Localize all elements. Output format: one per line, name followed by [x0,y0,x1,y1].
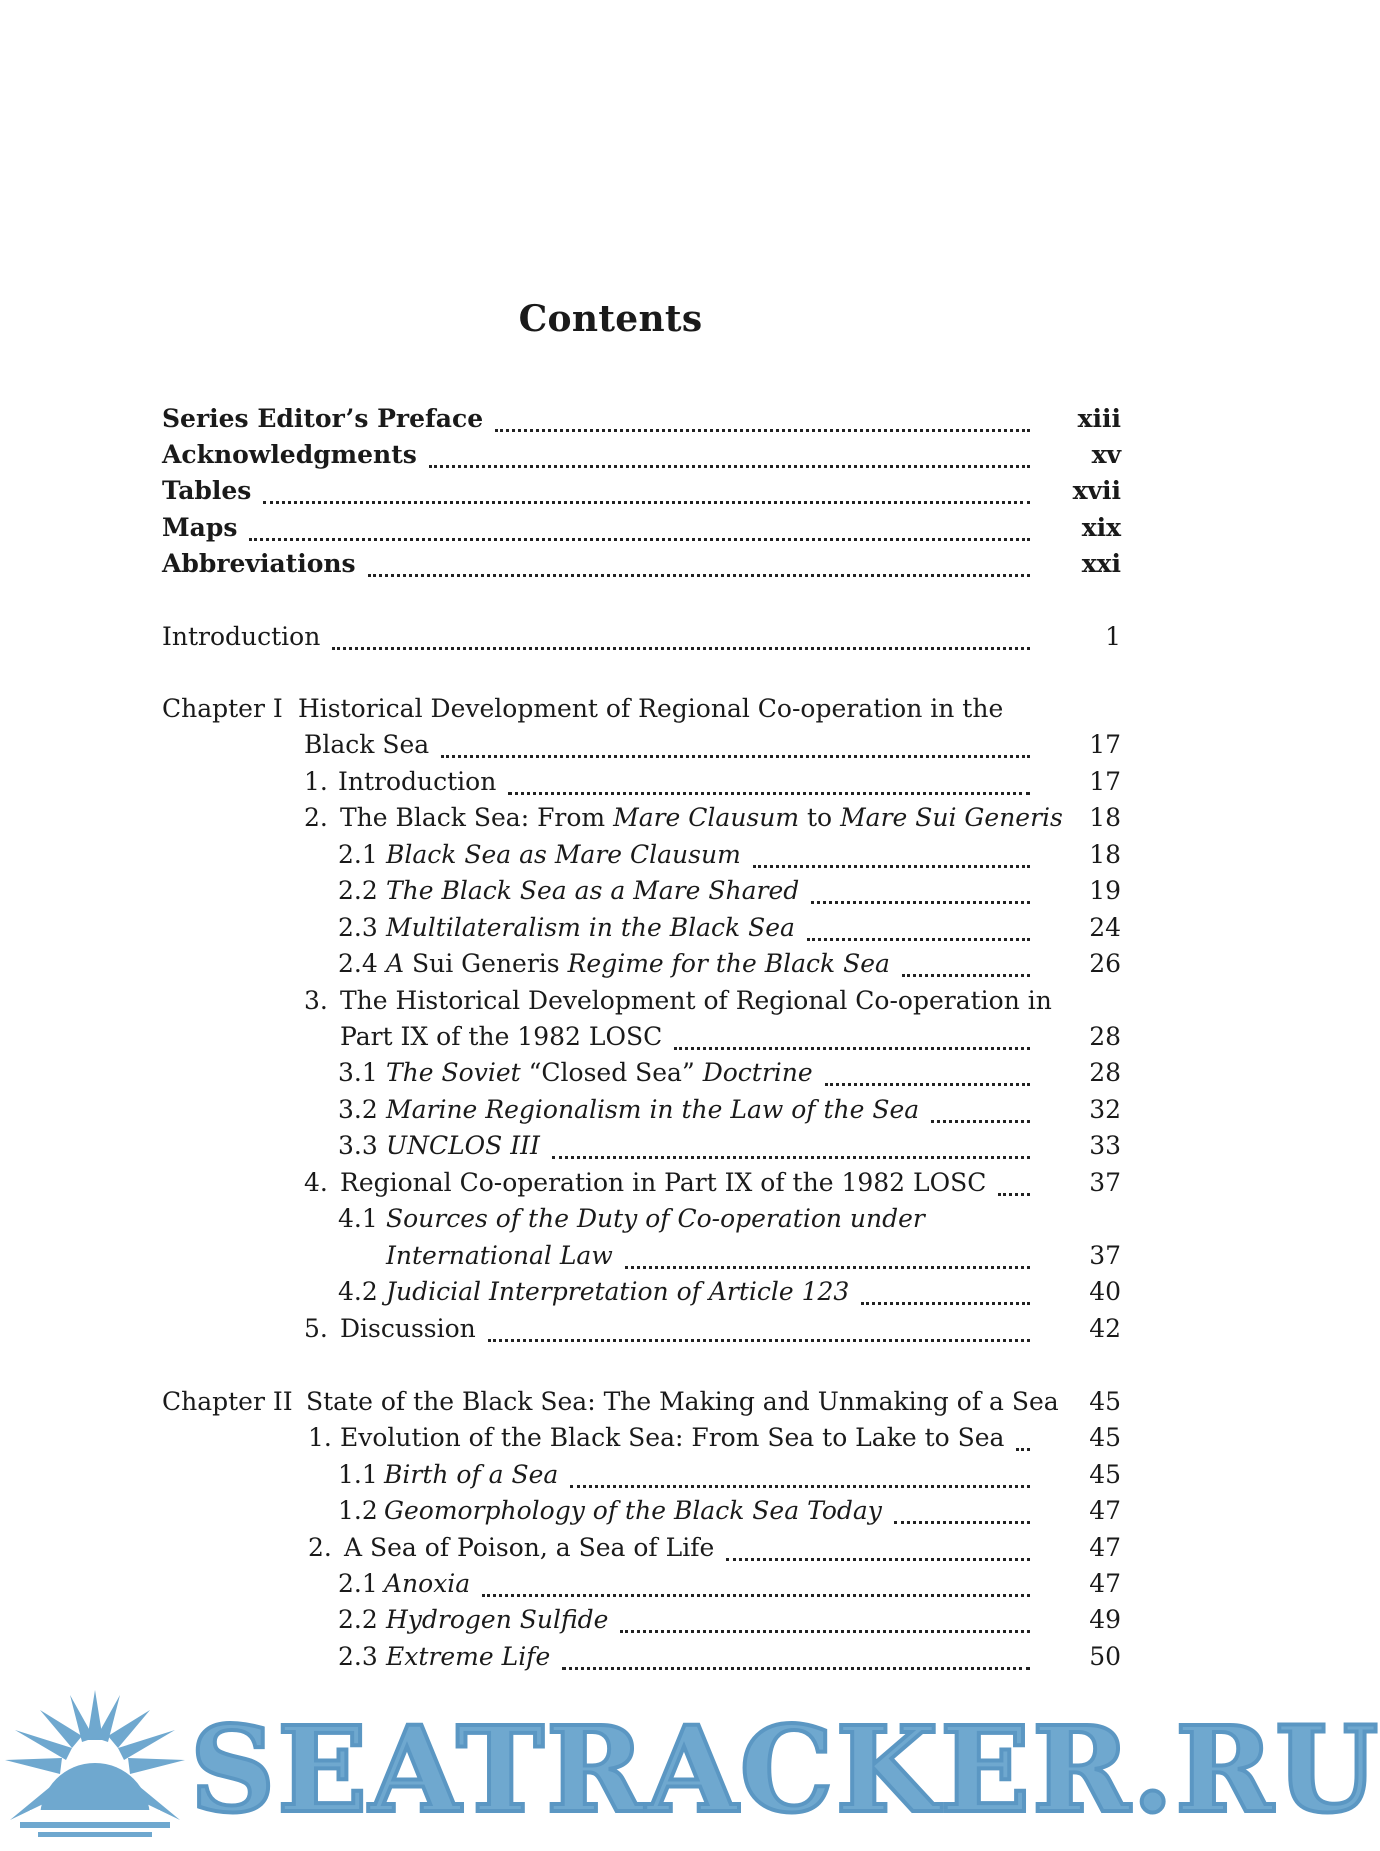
toc-entry-label: Regional Co-operation in Part IX of the 1982 LOSC [340,1168,987,1197]
leader-dots [620,1626,1030,1633]
toc-page-number: 32 [1089,1095,1121,1124]
toc-entry-label: The Soviet “Closed Sea” Doctrine [386,1058,813,1087]
toc-entry-ch1-section-2-4[interactable] [338,947,1042,981]
toc-entry-label: The Black Sea as a Mare Shared [386,876,800,905]
leader-dots [674,1043,1030,1050]
toc-entry-ch1-section-3-3[interactable] [338,1129,1042,1163]
section-number: 4. [304,1168,328,1197]
toc-page-number: 28 [1089,1022,1121,1051]
toc-entry-ch2-section-2-3[interactable] [338,1640,1042,1674]
section-number: 3.1 [338,1058,378,1087]
toc-entry-chapter-2[interactable] [306,1385,1059,1419]
toc-page-number: 37 [1089,1241,1121,1270]
toc-entry-label: Extreme Life [386,1642,551,1671]
toc-page-number: 50 [1089,1642,1121,1671]
toc-page-number: 45 [1089,1460,1121,1489]
leader-dots [429,461,1030,468]
toc-entry-maps[interactable] [162,511,1042,545]
leader-dots [902,970,1030,977]
toc-entry-ch2-section-1-1[interactable] [338,1458,1042,1492]
toc-entry-ch1-section-4-1[interactable] [386,1239,1042,1273]
toc-entry-ch1-section-4[interactable] [304,1166,1042,1200]
leader-dots [753,861,1030,868]
leader-dots [726,1554,1030,1561]
section-number: 3. [304,986,328,1015]
toc-entry-ch1-section-3-1[interactable] [338,1056,1042,1090]
section-number: 2.3 [338,1642,378,1671]
toc-page-number: 19 [1089,876,1121,905]
toc-entry-label: UNCLOS III [386,1131,540,1160]
toc-page-number: 18 [1089,840,1121,869]
toc-entry-ch2-section-1-2[interactable] [338,1494,1042,1528]
leader-dots [263,497,1030,504]
leader-dots [368,570,1030,577]
toc-page-number: 37 [1089,1168,1121,1197]
toc-entry-label: Discussion [340,1314,476,1343]
leader-dots [861,1298,1030,1305]
toc-entry-label: Black Sea [304,730,430,759]
toc-entry-ch1-section-2[interactable] [304,801,1063,835]
toc-entry-series-editors-preface[interactable] [162,402,1042,436]
toc-entry-label: Marine Regionalism in the Law of the Sea [386,1095,920,1124]
section-number: 3.3 [338,1131,378,1160]
toc-page-number: 28 [1089,1058,1121,1087]
toc-entry-acknowledgments[interactable] [162,438,1042,472]
section-number: 2.3 [338,913,378,942]
toc-entry-label: Birth of a Sea [384,1460,559,1489]
page-title: Contents [518,298,703,340]
toc-entry-label: Geomorphology of the Black Sea Today [384,1496,882,1525]
section-number: 2.1 [338,840,378,869]
toc-entry-label: A Sui Generis Regime for the Black Sea [386,949,890,978]
section-number: 3.2 [338,1095,378,1124]
toc-page-number: xiii [1077,404,1121,433]
leader-dots [894,1517,1030,1524]
toc-entry-tables[interactable] [162,474,1042,508]
toc-entry-label: Introduction [162,622,321,651]
toc-page-number: 24 [1089,913,1121,942]
toc-entry-ch2-section-1[interactable] [308,1421,1042,1455]
toc-page-number: 26 [1089,949,1121,978]
toc-page-number: 17 [1089,730,1121,759]
toc-page-number: 1 [1105,622,1121,651]
leader-dots [931,1116,1030,1123]
section-number: 5. [304,1314,328,1343]
leader-dots [998,1189,1030,1196]
section-number: 2.1 [338,1569,378,1598]
toc-entry-ch1-section-3[interactable] [340,1020,1042,1054]
section-title[interactable]: Sources of the Duty of Co-operation under [386,1204,925,1233]
toc-entry-label: Series Editor’s Preface [162,404,484,433]
chapter-label: Chapter II [162,1387,293,1416]
leader-dots [552,1152,1030,1159]
toc-page-number: 47 [1089,1569,1121,1598]
section-number: 2. [304,803,328,832]
leader-dots [495,425,1030,432]
leader-dots [488,1335,1030,1342]
toc-page-number: 49 [1089,1605,1121,1634]
toc-entry-label: The Black Sea: From Mare Clausum to Mare Sui Generis [340,803,1063,832]
toc-entry-chapter-1[interactable] [304,728,1042,762]
section-number: 4.1 [338,1204,378,1233]
toc-page-number: 18 [1089,803,1121,832]
toc-page-number: 33 [1089,1131,1121,1160]
toc-entry-ch2-section-2-1[interactable] [338,1567,1042,1601]
toc-entry-ch2-section-2[interactable] [308,1531,1042,1565]
toc-page-number: 17 [1089,767,1121,796]
toc-page-number: 40 [1089,1277,1121,1306]
chapter-label: Chapter I [162,694,283,723]
toc-page-number: xv [1091,440,1121,469]
toc-page-number: 45 [1089,1387,1121,1416]
toc-entry-ch1-section-3-2[interactable] [338,1093,1042,1127]
toc-entry-label: Acknowledgments [162,440,417,469]
toc-page-number: xvii [1072,476,1121,505]
toc-entry-label: Black Sea as Mare Clausum [386,840,741,869]
section-number: 2.2 [338,1605,378,1634]
toc-page-number: 47 [1089,1496,1121,1525]
toc-entry-ch1-section-5[interactable] [304,1312,1042,1346]
toc-page-number: 47 [1089,1533,1121,1562]
leader-dots [570,1481,1030,1488]
toc-entry-label: Tables [162,476,252,505]
toc-page-number: 42 [1089,1314,1121,1343]
watermark [0,1690,1380,1851]
toc-entry-label: Anoxia [384,1569,471,1598]
toc-entry-ch2-section-2-2[interactable] [338,1603,1042,1637]
leader-dots [332,643,1030,650]
toc-entry-label: Maps [162,513,238,542]
section-number: 2. [308,1533,332,1562]
toc-entry-label: Multilateralism in the Black Sea [386,913,795,942]
section-title[interactable]: The Historical Development of Regional Co-operation in [340,986,1052,1015]
section-number: 4.2 [338,1277,378,1306]
section-number: 2.2 [338,876,378,905]
toc-entry-ch1-section-4-2[interactable] [338,1275,1042,1309]
section-number: 1. [304,767,328,796]
toc-entry-label: Introduction [338,767,497,796]
watermark-text: SEATRACKER.RU [190,1700,1380,1839]
leader-dots [825,1079,1030,1086]
toc-entry-label: Hydrogen Sulfide [386,1605,609,1634]
leader-dots [562,1663,1030,1670]
toc-page-number: xxi [1081,549,1121,578]
section-number: 2.4 [338,949,378,978]
leader-dots [807,934,1030,941]
toc-entry-label: State of the Black Sea: The Making and Unmaking of a Sea [306,1387,1059,1416]
toc-page-number: 45 [1089,1423,1121,1452]
leader-dots [249,534,1030,541]
sun-logo-icon [0,1690,190,1851]
section-number: 1.2 [338,1496,378,1525]
toc-entry-ch1-section-2-2[interactable] [338,874,1042,908]
leader-dots [1016,1444,1030,1451]
toc-entry-abbreviations[interactable] [162,547,1042,581]
leader-dots [508,788,1030,795]
toc-entry-label: International Law [386,1241,613,1270]
section-number: 1. [308,1423,332,1452]
leader-dots [441,751,1030,758]
toc-entry-ch1-section-2-1[interactable] [338,838,1042,872]
leader-dots [482,1590,1030,1597]
toc-entry-label: Part IX of the 1982 LOSC [340,1022,663,1051]
toc-entry-label: Evolution of the Black Sea: From Sea to Lake to Sea [340,1423,1005,1452]
toc-entry-label: Judicial Interpretation of Article 123 [386,1277,850,1306]
toc-entry-label: A Sea of Poison, a Sea of Life [344,1533,715,1562]
toc-entry-ch1-section-1[interactable] [304,765,1042,799]
leader-dots [811,897,1030,904]
toc-entry-introduction[interactable] [162,620,1042,654]
leader-dots [625,1262,1030,1269]
toc-entry-label: Abbreviations [162,549,356,578]
chapter-title[interactable]: Historical Development of Regional Co-operation in the [298,694,1004,723]
toc-entry-ch1-section-2-3[interactable] [338,911,1042,945]
toc-page-number: xix [1081,513,1121,542]
section-number: 1.1 [338,1460,378,1489]
